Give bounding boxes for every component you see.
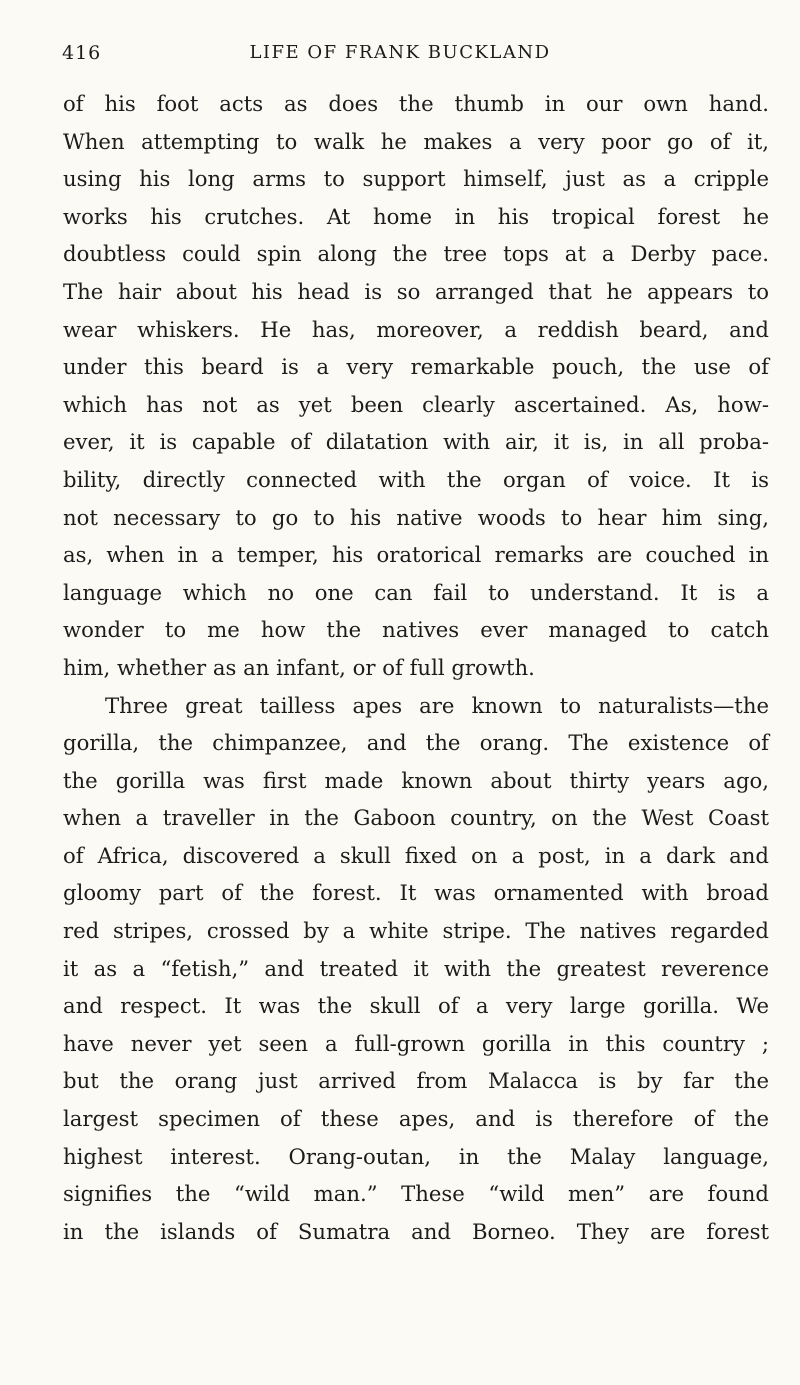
text-line: bility, directly connected with the organ of voice. It is <box>63 466 769 492</box>
text-line: and respect. It was the skull of a very large gorilla. We <box>63 993 769 1019</box>
page-header <box>62 42 738 72</box>
text-line: of his foot acts as does the thumb in our own hand. <box>63 91 769 116</box>
text-line: red stripes, crossed by a white stripe. The natives regarded <box>63 918 769 944</box>
text-line: but the orang just arrived from Malacca is by far the <box>63 1068 769 1094</box>
text-line: it as a “fetish,” and treated it with the greatest reverence <box>63 955 769 981</box>
text-line: as, when in a temper, his oratorical remarks are couched in <box>63 542 769 568</box>
text-line: under this beard is a very remarkable pouch, the use of <box>63 354 769 380</box>
text-line: have never yet seen a full-grown gorilla in this country ; <box>63 1030 769 1056</box>
text-line: highest interest. Orang-outan, in the Malay language, <box>63 1143 769 1169</box>
text-line: doubtless could spin along the tree tops at a Derby pace. <box>63 241 769 267</box>
text-line: largest specimen of these apes, and is therefore of the <box>63 1106 769 1132</box>
text-line: in the islands of Sumatra and Borneo. They are forest <box>63 1218 769 1244</box>
running-title: LIFE OF FRANK BUCKLAND <box>249 42 551 63</box>
body-text <box>63 85 769 1250</box>
text-line: ever, it is capable of dilatation with air, it is, in all proba- <box>63 429 769 455</box>
text-line: which has not as yet been clearly ascertained. As, how- <box>63 391 769 417</box>
text-line: works his crutches. At home in his tropical forest he <box>63 203 769 229</box>
text-line: of Africa, discovered a skull fixed on a post, in a dark and <box>63 842 769 868</box>
page-number: 416 <box>62 42 102 64</box>
text-line: When attempting to walk he makes a very poor go of it, <box>63 128 769 154</box>
paragraph-first-line: Three great tailless apes are known to naturalists—the <box>105 692 769 718</box>
text-line: when a traveller in the Gaboon country, on the West Coast <box>63 805 769 831</box>
text-line: language which no one can fail to understand. It is a <box>63 579 769 605</box>
text-line: gloomy part of the forest. It was ornamented with broad <box>63 880 769 906</box>
text-line: The hair about his head is so arranged that he appears to <box>63 278 769 304</box>
text-line: wear whiskers. He has, moreover, a reddish beard, and <box>63 316 769 342</box>
text-line: not necessary to go to his native woods to hear him sing, <box>63 504 769 530</box>
text-line: him, whether as an infant, or of full growth. <box>63 654 535 680</box>
text-line: the gorilla was first made known about thirty years ago, <box>63 767 769 793</box>
text-line: using his long arms to support himself, just as a cripple <box>63 166 769 192</box>
text-line: gorilla, the chimpanzee, and the orang. The existence of <box>63 730 769 756</box>
text-line: wonder to me how the natives ever managed to catch <box>63 617 769 643</box>
text-line: signifies the “wild man.” These “wild men” are found <box>63 1181 769 1207</box>
